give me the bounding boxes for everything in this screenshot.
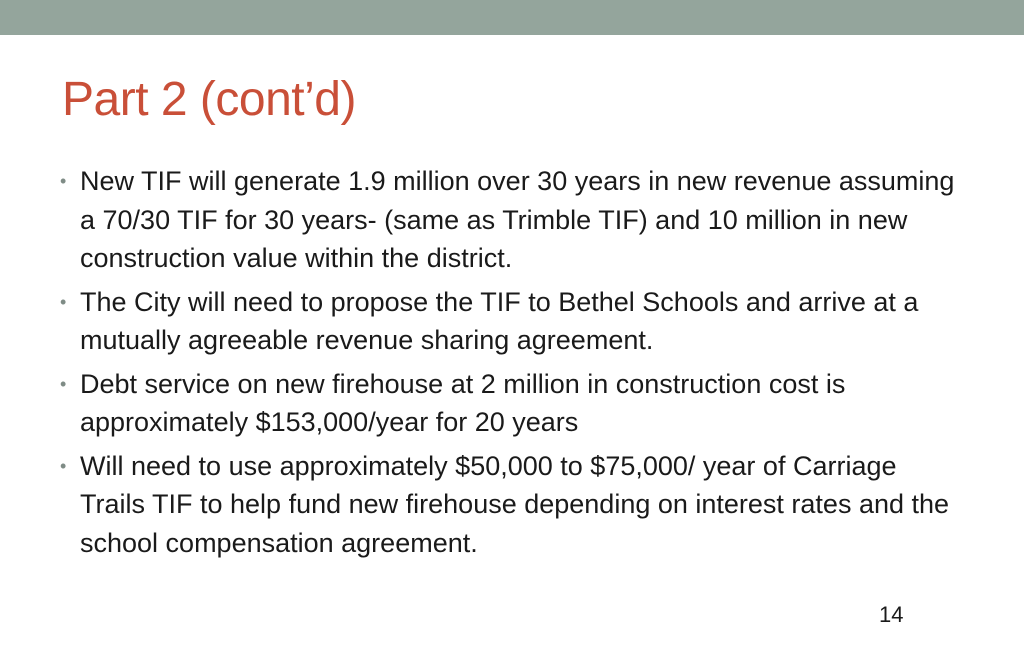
bullet-dot-icon: • (60, 373, 67, 394)
bullet-item-3 (60, 365, 960, 442)
bullet-item-2 (60, 283, 960, 360)
bullet-item-4 (60, 447, 960, 563)
bullet-text: Debt service on new firehouse at 2 million in construction cost is approximately $153,000/year for 20 years (80, 368, 846, 437)
bullet-list (60, 162, 960, 567)
bullet-dot-icon: • (60, 455, 67, 476)
page-number: 14 (879, 602, 904, 627)
top-decorative-band (0, 0, 1024, 35)
bullet-text: New TIF will generate 1.9 million over 30 years in new revenue assuming a 70/30 TIF for 30 years- (same as Trimble TIF) and 10 million in new construction value within the district. (80, 166, 955, 273)
bullet-dot-icon: • (60, 171, 67, 191)
slide-title: Part 2 (cont’d) (62, 73, 356, 126)
bullet-text: The City will need to propose the TIF to Bethel Schools and arrive at a mutually agreeable revenue sharing agreement. (80, 286, 919, 355)
bullet-item-1 (60, 162, 960, 278)
bullet-dot-icon: • (60, 291, 67, 312)
bullet-text: Will need to use approximately $50,000 to $75,000/ year of Carriage Trails TIF to help fund new firehouse depending on interest rates and the school compensation agreement. (80, 450, 950, 558)
